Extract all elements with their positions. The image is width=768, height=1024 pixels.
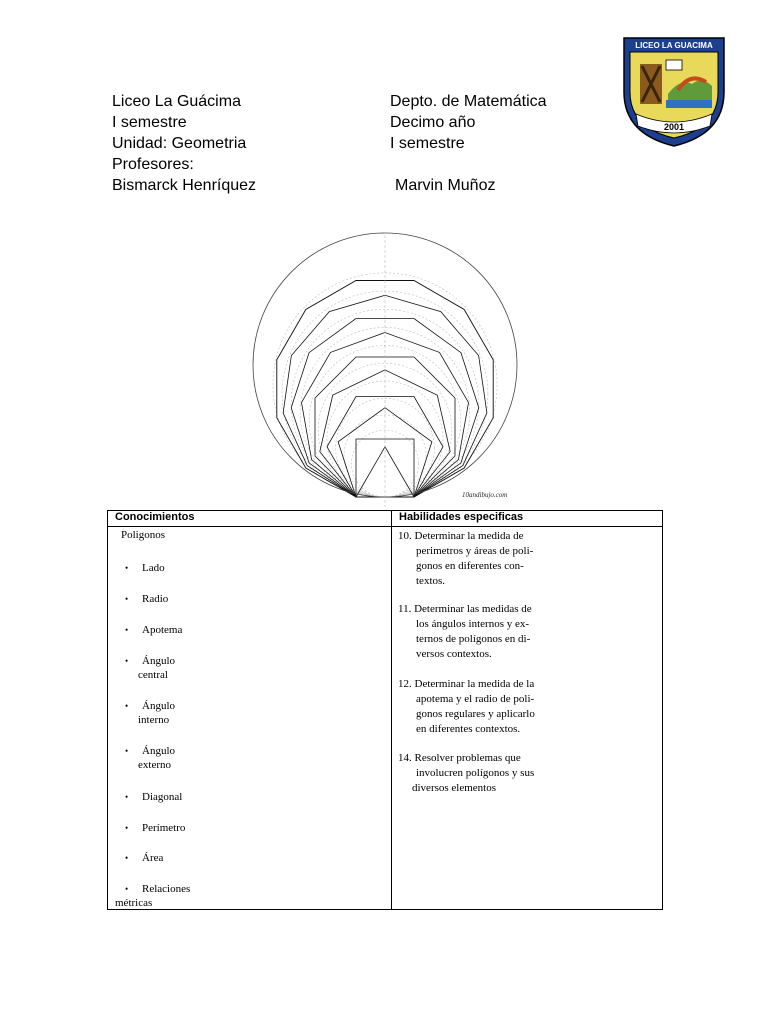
- skill-line: involucren polígonos y sus: [416, 767, 535, 779]
- bullet: •: [125, 884, 129, 894]
- skill-line: diversos elementos: [412, 782, 497, 794]
- semester-left: I semestre: [112, 114, 187, 131]
- bullet: •: [125, 594, 129, 604]
- header-habilidades: Habilidades especificas: [392, 511, 663, 527]
- professors-label: Profesores:: [112, 156, 194, 173]
- bullet: •: [125, 701, 129, 711]
- skill-line: versos contextos.: [416, 648, 492, 660]
- skill-line: ternos de polígonos en di-: [416, 633, 531, 645]
- knowledge-item-label-2: externo: [138, 759, 171, 771]
- nested-polygons-figure: [248, 225, 523, 510]
- polygons-label: Poligonos: [121, 529, 166, 541]
- knowledge-item-label: Ángulo: [142, 700, 175, 712]
- knowledge-item: [107, 851, 377, 881]
- skill-item: [391, 751, 556, 796]
- bullet: •: [125, 792, 129, 802]
- skill-line: 12. Determinar la medida de la: [398, 678, 535, 690]
- skill-line: perimetros y áreas de poli-: [416, 545, 534, 557]
- knowledge-item-label: Diagonal: [142, 791, 183, 803]
- knowledge-item-label: Ángulo: [142, 745, 175, 757]
- header-right-block: [390, 91, 547, 154]
- grade-level: Decimo año: [390, 114, 476, 131]
- knowledge-item: [107, 744, 377, 774]
- skill-item: [391, 602, 556, 662]
- knowledge-item-label-2: métricas: [115, 897, 153, 909]
- professor-2: Marvin Muñoz: [395, 177, 496, 194]
- knowledge-item: [107, 592, 377, 622]
- knowledge-item-label: Apotema: [142, 624, 183, 636]
- school-name: Liceo La Guácima: [112, 93, 241, 110]
- skill-item: [391, 677, 556, 737]
- knowledge-item-label: Área: [142, 852, 164, 864]
- bullet: •: [125, 563, 129, 573]
- knowledge-item-label: Lado: [142, 562, 165, 574]
- crest-year: 2001: [663, 122, 685, 132]
- figure-credit: 10andibujo.com: [462, 491, 508, 499]
- skill-line: 10. Determinar la medida de: [398, 530, 524, 542]
- bullet: •: [125, 625, 129, 635]
- skill-line: los ángulos internos y ex-: [416, 618, 530, 630]
- header-conocimientos: Conocimientos: [108, 511, 392, 527]
- knowledge-item-label: Ángulo: [142, 655, 175, 667]
- bullet: •: [125, 853, 129, 863]
- knowledge-item: [107, 821, 377, 851]
- unit-title: Unidad: Geometria: [112, 135, 247, 152]
- semester-right: I semestre: [390, 135, 465, 152]
- knowledge-item: [107, 623, 377, 653]
- professor-1: Bismarck Henríquez: [112, 177, 257, 194]
- bullet: •: [125, 656, 129, 666]
- crest-school-name: LICEO LA GUACIMA: [635, 41, 713, 50]
- knowledge-item: [107, 654, 377, 684]
- knowledge-item-label: Radio: [142, 593, 169, 605]
- skill-item: [391, 529, 556, 589]
- knowledge-item-label: Relaciones: [142, 883, 191, 895]
- skill-line: gonos en diferentes con-: [416, 560, 524, 572]
- skill-line: textos.: [416, 575, 446, 587]
- bullet: •: [125, 823, 129, 833]
- knowledge-item: [107, 699, 377, 729]
- bullet: •: [125, 746, 129, 756]
- school-crest-logo: [618, 30, 730, 150]
- knowledge-item-label-2: central: [138, 669, 168, 681]
- skill-line: gonos regulares y aplicarlo: [416, 708, 535, 720]
- knowledge-item: [107, 790, 377, 820]
- skill-line: en diferentes contextos.: [416, 723, 521, 735]
- header-left-block: [112, 91, 246, 175]
- knowledge-item-label-2: interno: [138, 714, 170, 726]
- knowledge-item: [107, 561, 377, 591]
- skill-line: apotema y el radio de poli-: [416, 693, 535, 705]
- knowledge-item-label: Perímetro: [142, 822, 186, 834]
- skill-line: 14. Resolver problemas que: [398, 752, 521, 764]
- knowledge-item: [107, 882, 377, 912]
- department: Depto. de Matemática: [390, 93, 547, 110]
- skill-line: 11. Determinar las medidas de: [398, 603, 532, 615]
